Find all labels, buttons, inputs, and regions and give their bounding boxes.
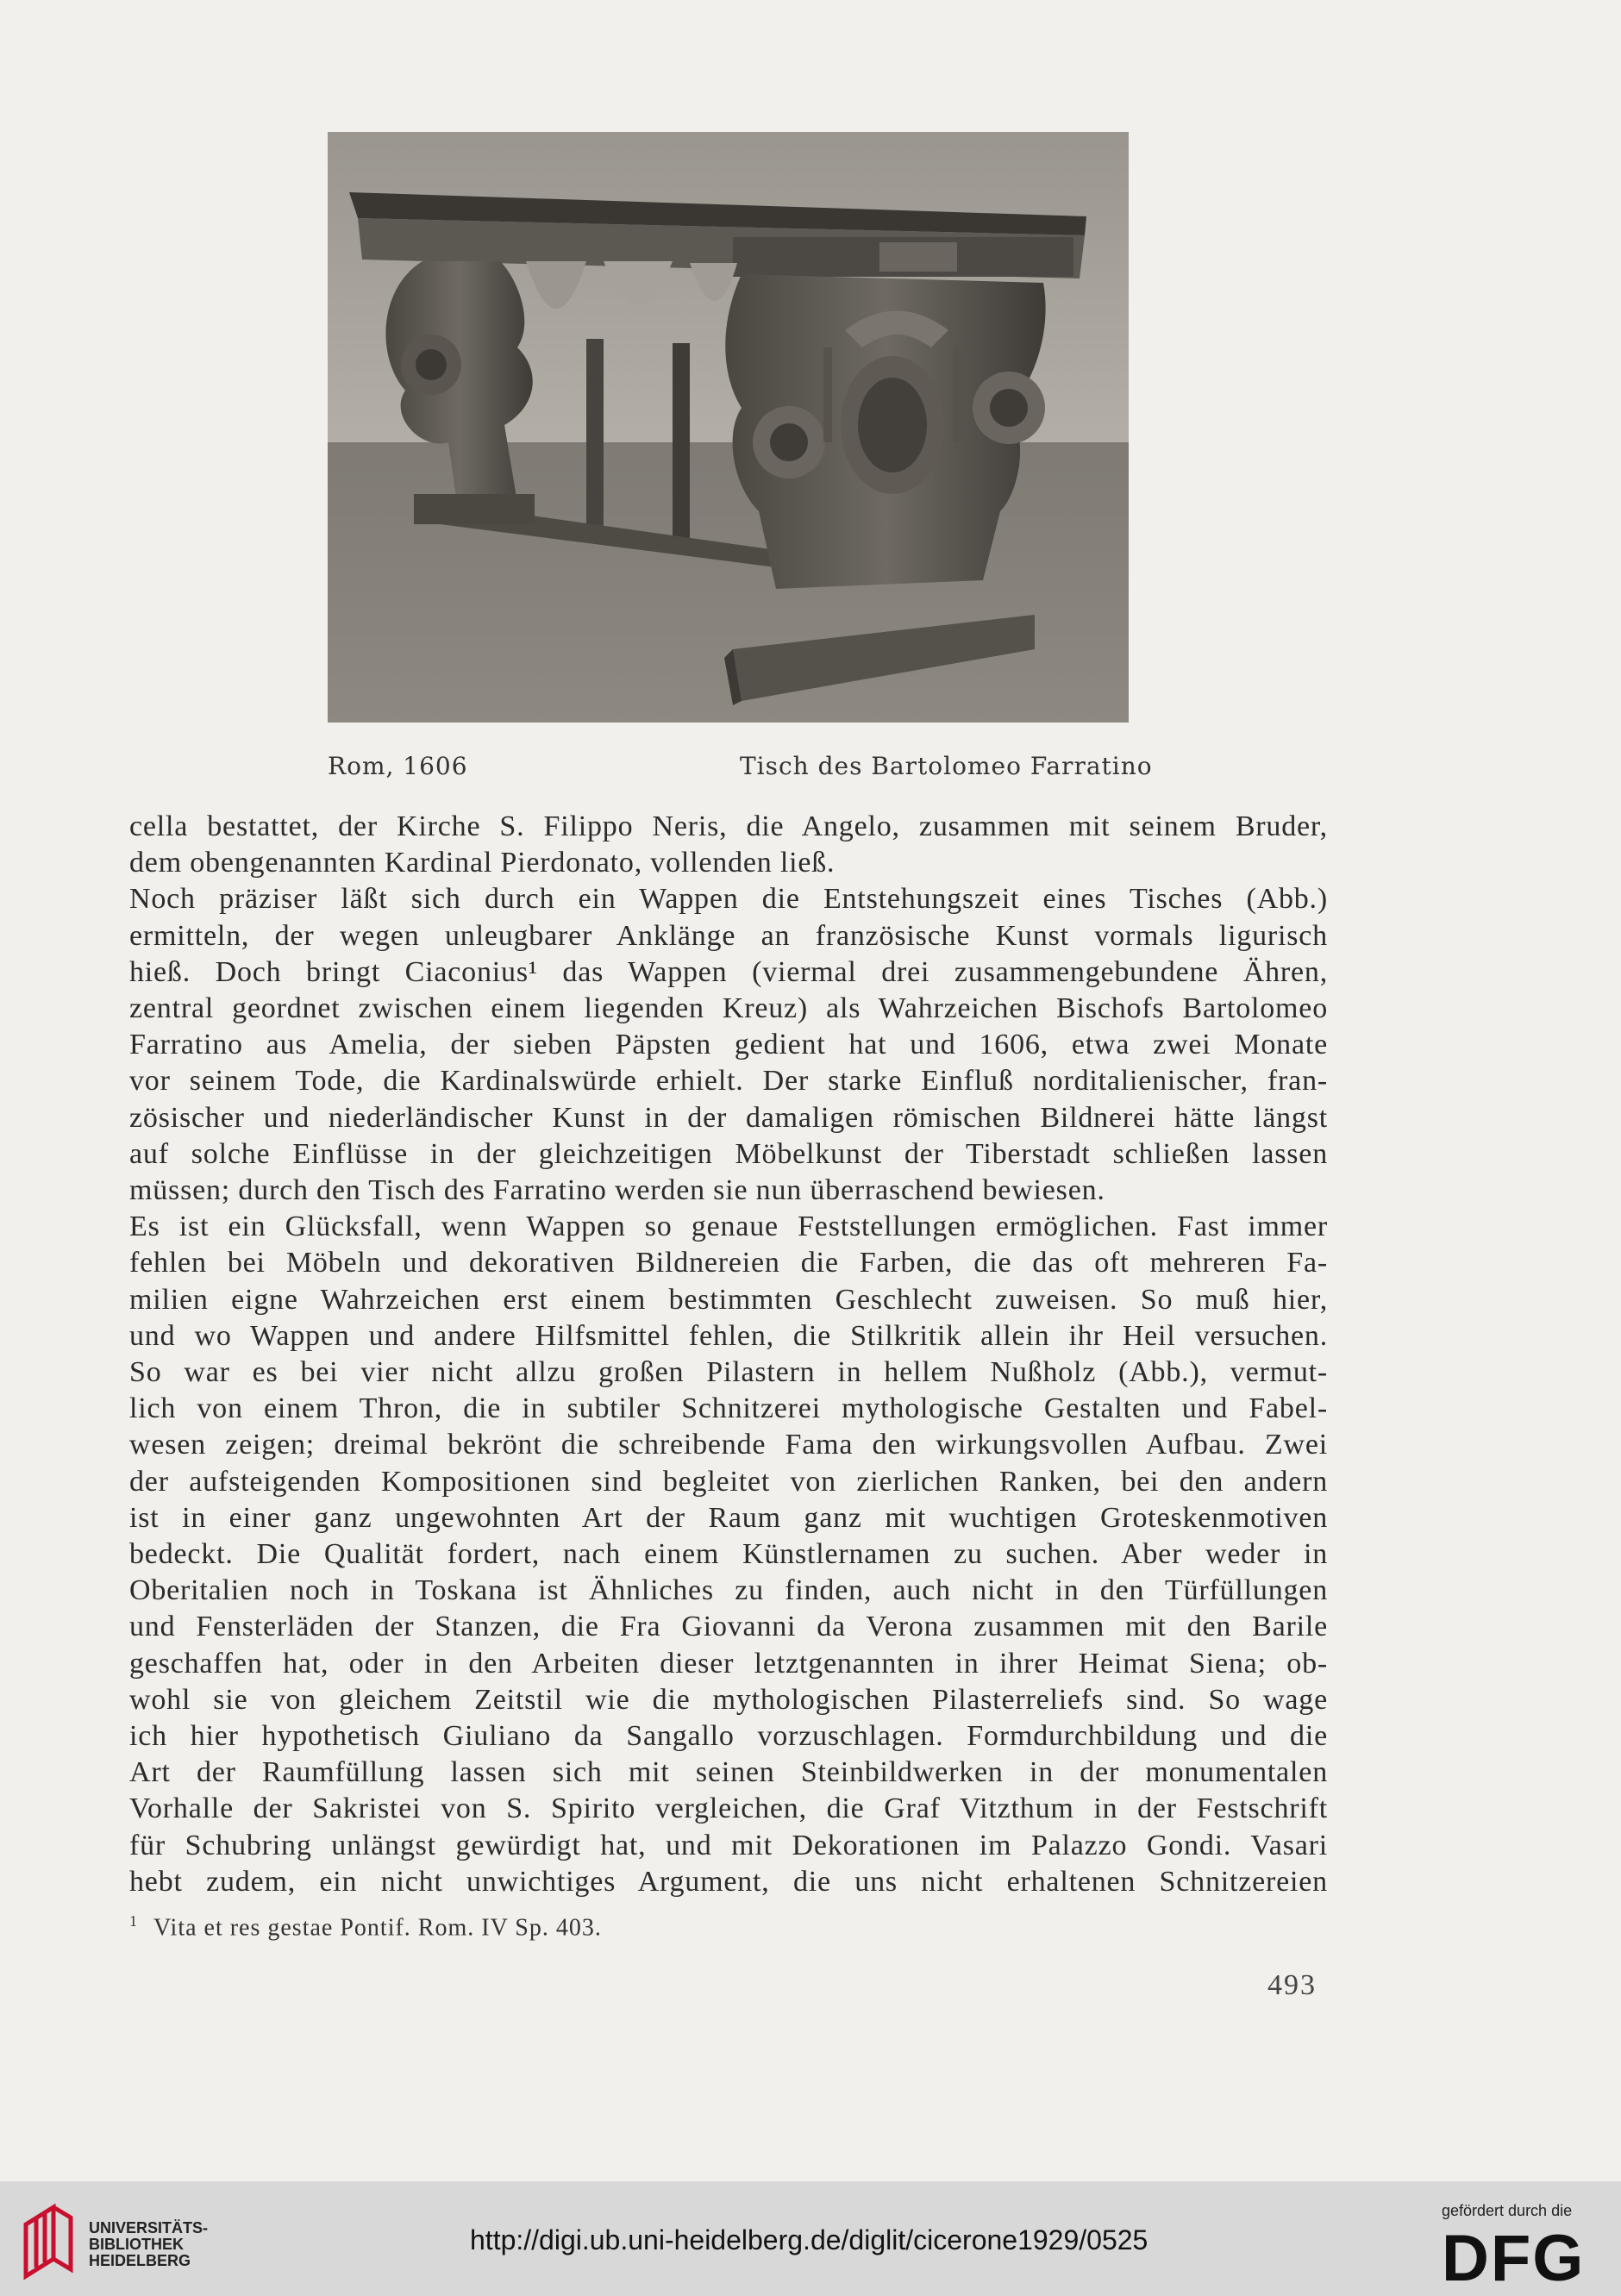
footnote-text: Vita et res gestae Pontif. Rom. IV Sp. 403. — [153, 1914, 602, 1942]
text-line: fehlen bei Möbeln und dekorativen Bildnereien die Farben, die das oft mehreren Fa- — [129, 1247, 1328, 1279]
text-line: bedeckt. Die Qualität fordert, nach einem Künstlernamen zu suchen. Aber weder in — [129, 1538, 1328, 1571]
text-line: und Fensterläden der Stanzen, die Fra Giovanni da Verona zusammen mit den Barile — [129, 1611, 1328, 1643]
footnote — [129, 1912, 602, 1942]
dfg-logo: DFG — [1442, 2222, 1586, 2295]
text-line: und wo Wappen und andere Hilfsmittel fehlen, die Stilkritik allein ihr Heil versuchen. — [129, 1319, 1328, 1352]
text-line: So war es bei vier nicht allzu großen Pilastern in hellem Nußholz (Abb.), vermut- — [129, 1356, 1328, 1389]
text-line: ist in einer ganz ungewohnten Art der Raum ganz mit wuchtigen Groteskenmotiven — [129, 1501, 1328, 1534]
page-number: 493 — [1267, 1969, 1317, 2001]
text-line: geschaffen hat, oder in den Arbeiten dieser letztgenannten in ihrer Heimat Siena; ob- — [129, 1647, 1328, 1680]
permalink-url[interactable]: http://digi.ub.uni-heidelberg.de/diglit/cicerone1929/0525 — [470, 2224, 1148, 2255]
text-line: der aufsteigenden Kompositionen sind begleitet von zierlichen Ranken, bei den andern — [129, 1465, 1328, 1498]
text-line: ermitteln, der wegen unleugbarer Anklänge an französische Kunst vormals ligurisch — [129, 919, 1328, 952]
funding-note: gefördert durch die — [1442, 2202, 1573, 2219]
text-line: milien eigne Wahrzeichen erst einem bestimmten Geschlecht zuweisen. So muß hier, — [129, 1283, 1328, 1316]
library-name — [89, 2220, 208, 2269]
text-line: auf solche Einflüsse in der gleichzeitigen Möbelkunst der Tiberstadt schließen lassen — [129, 1137, 1328, 1170]
text-line: dem obengenannten Kardinal Pierdonato, vollenden ließ. — [129, 847, 836, 879]
text-line: vor seinem Tode, die Kardinalswürde erhielt. Der starke Einfluß norditalienischer, fran- — [129, 1065, 1328, 1098]
text-line: cella bestattet, der Kirche S. Filippo Neris, die Angelo, zusammen mit seinem Bruder, — [129, 810, 1328, 842]
footnote-marker: 1 — [129, 1912, 138, 1930]
text-line: lich von einem Thron, die in subtiler Schnitzerei mythologische Gestalten und Fabel- — [129, 1392, 1328, 1425]
text-line: Vorhalle der Sakristei von S. Spirito vergleichen, die Graf Vitzthum in der Festschrift — [129, 1792, 1328, 1825]
body-text — [129, 809, 1328, 1900]
figure-caption-title: Tisch des Bartolomeo Farratino — [740, 752, 1153, 780]
text-line: müssen; durch den Tisch des Farratino werden sie nun überraschend bewiesen. — [129, 1174, 1105, 1207]
text-line: hebt zudem, ein nicht unwichtiges Argument, die uns nicht erhaltenen Schnitzereien — [129, 1865, 1328, 1898]
library-name-line: UNIVERSITÄTS- — [89, 2219, 209, 2237]
text-line: wohl sie von gleichem Zeitstil wie die mythologischen Pilasterreliefs sind. So wage — [129, 1683, 1328, 1716]
text-line: Farratino aus Amelia, der sieben Päpsten gedient hat und 1606, etwa zwei Monate — [129, 1029, 1328, 1061]
text-line: zentral geordnet zwischen einem liegenden Kreuz) als Wahrzeichen Bischofs Bartolomeo — [129, 992, 1328, 1025]
table-photograph — [328, 132, 1129, 723]
text-line: Noch präziser läßt sich durch ein Wappen die Entstehungszeit eines Tisches (Abb.) — [129, 883, 1328, 916]
library-name-line: BIBLIOTHEK — [89, 2236, 184, 2253]
text-line: Art der Raumfüllung lassen sich mit seinen Steinbildwerken in der monumentalen — [129, 1756, 1328, 1789]
text-line: hieß. Doch bringt Ciaconius¹ das Wappen (viermal drei zusammengebundene Ähren, — [129, 955, 1328, 988]
university-library-logo-icon — [17, 2199, 79, 2280]
text-line: ich hier hypothetisch Giuliano da Sangallo vorzuschlagen. Formdurchbildung und die — [129, 1720, 1328, 1753]
text-line: Es ist ein Glücksfall, wenn Wappen so genaue Feststellungen ermöglichen. Fast immer — [129, 1211, 1328, 1243]
text-line: wesen zeigen; dreimal bekrönt die schreibende Fama den wirkungsvollen Aufbau. Zwei — [129, 1429, 1328, 1461]
text-line: für Schubring unlängst gewürdigt hat, und mit Dekorationen im Palazzo Gondi. Vasari — [129, 1829, 1328, 1861]
library-name-line: HEIDELBERG — [89, 2252, 191, 2269]
footer-bar — [0, 2181, 1621, 2296]
text-line: zösischer und niederländischer Kunst in der damaligen römischen Bildnerei hätte längst — [129, 1101, 1328, 1134]
text-line: Oberitalien noch in Toskana ist Ähnliches zu finden, auch nicht in den Türfüllungen — [129, 1574, 1328, 1607]
figure-caption-place-date: Rom, 1606 — [328, 752, 468, 780]
